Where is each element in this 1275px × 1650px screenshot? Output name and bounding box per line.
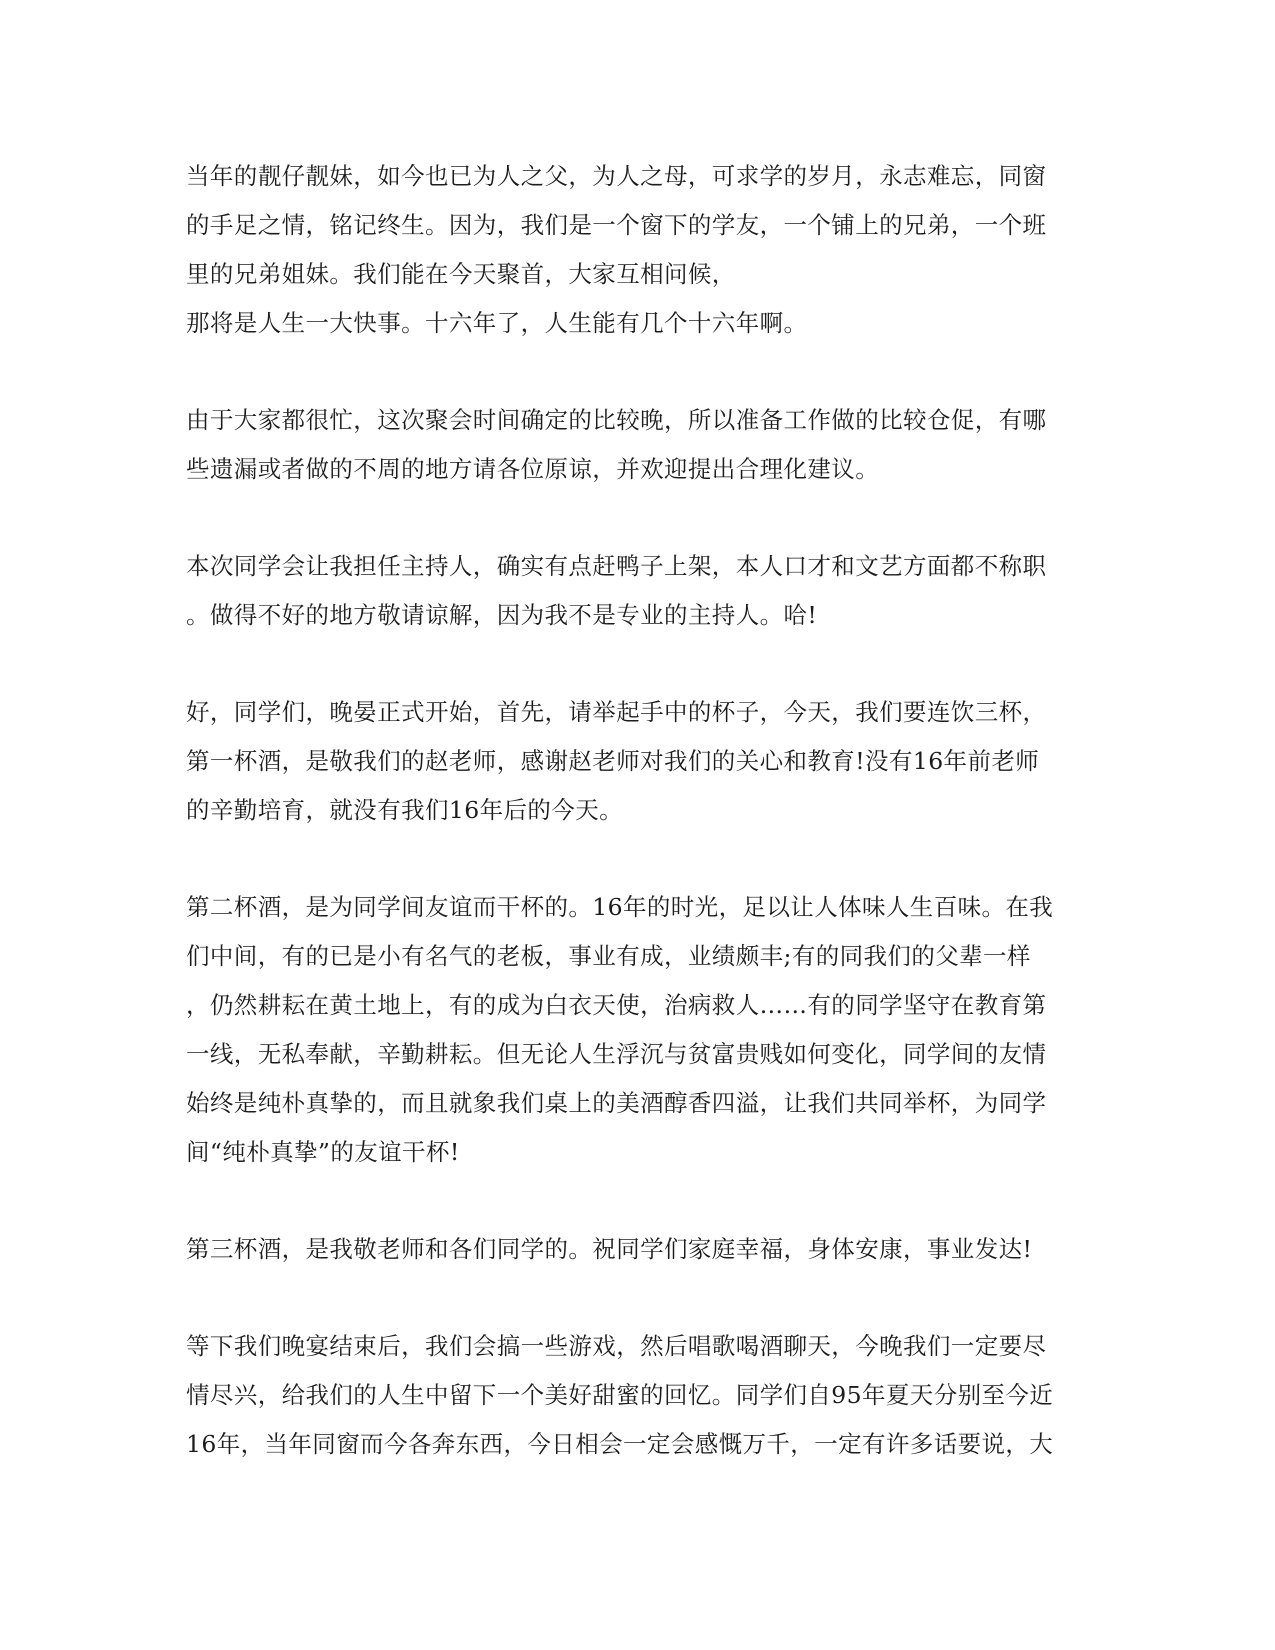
paragraph xyxy=(186,1225,1088,1274)
text-line: 本次同学会让我担任主持人，确实有点赶鸭子上架，本人口才和文艺方面都不称职 xyxy=(186,552,1047,580)
text-line: 们中间，有的已是小有名气的老板，事业有成，业绩颇丰;有的同我们的父辈一样 xyxy=(186,942,1031,970)
text-line: 间“纯朴真挚”的友谊干杯! xyxy=(186,1138,460,1166)
text-line: 由于大家都很忙，这次聚会时间确定的比较晚，所以准备工作做的比较仓促，有哪 xyxy=(186,406,1047,434)
text-line: ，仍然耕耘在黄土地上，有的成为白衣天使，治病救人……有的同学坚守在教育第 xyxy=(186,991,1047,1019)
text-line: 的手足之情，铭记终生。因为，我们是一个窗下的学友，一个铺上的兄弟，一个班 xyxy=(186,211,1047,239)
text-line: 第二杯酒，是为同学间友谊而干杯的。16年的时光，足以让人体味人生百味。在我 xyxy=(186,893,1054,921)
text-line: 好，同学们，晚晏正式开始，首先，请举起手中的杯子，今天，我们要连饮三杯， xyxy=(186,698,1047,726)
text-line: 当年的靓仔靓妹，如今也已为人之父，为人之母，可求学的岁月，永志难忘，同窗 xyxy=(186,162,1047,190)
text-line: 始终是纯朴真挚的，而且就象我们桌上的美酒醇香四溢，让我们共同举杯，为同学 xyxy=(186,1089,1047,1117)
text-line: 等下我们晚宴结束后，我们会搞一些游戏，然后唱歌喝酒聊天，今晚我们一定要尽 xyxy=(186,1332,1047,1360)
paragraph xyxy=(186,152,1088,348)
text-line: 第三杯酒，是我敬老师和各们同学的。祝同学们家庭幸福，身体安康，事业发达! xyxy=(186,1235,1033,1263)
paragraph xyxy=(186,883,1088,1177)
paragraph xyxy=(186,1322,1088,1469)
text-line: 第一杯酒，是敬我们的赵老师，感谢赵老师对我们的关心和教育!没有16年前老师 xyxy=(186,747,1040,775)
text-line: 些遗漏或者做的不周的地方请各位原谅，并欢迎提出合理化建议。 xyxy=(186,455,880,483)
text-line: 里的兄弟姐妹。我们能在今天聚首，大家互相问候， xyxy=(186,260,736,288)
text-line: 情尽兴，给我们的人生中留下一个美好甜蜜的回忆。同学们自95年夏天分别至今近 xyxy=(186,1381,1054,1409)
paragraph xyxy=(186,542,1088,640)
paragraph xyxy=(186,688,1088,835)
text-line: 。做得不好的地方敬请谅解，因为我不是专业的主持人。哈! xyxy=(186,601,818,629)
text-line: 的辛勤培育，就没有我们16年后的今天。 xyxy=(186,796,624,824)
text-line: 那将是人生一大快事。十六年了，人生能有几个十六年啊。 xyxy=(186,309,808,337)
text-line: 16年，当年同窗而今各奔东西，今日相会一定会感慨万千，一定有许多话要说，大 xyxy=(186,1430,1054,1458)
document-body xyxy=(186,152,1088,1517)
text-line: 一线，无私奉献，辛勤耕耘。但无论人生浮沉与贫富贵贱如何变化，同学间的友情 xyxy=(186,1040,1047,1068)
paragraph xyxy=(186,396,1088,494)
